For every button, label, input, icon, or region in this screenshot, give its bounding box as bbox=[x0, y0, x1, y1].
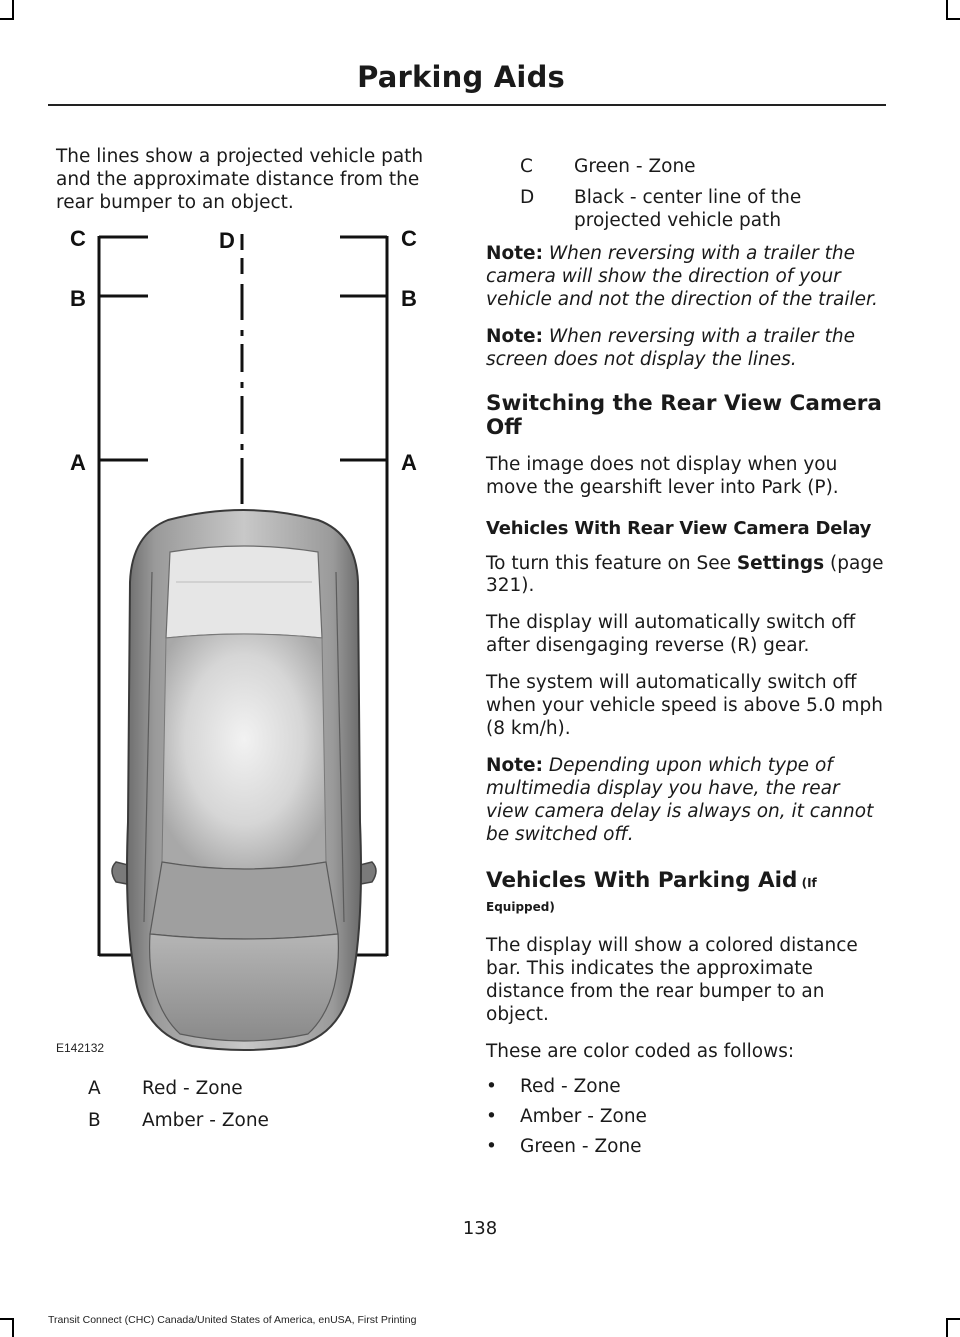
bullet: • bbox=[486, 1135, 497, 1157]
bullet-text: Green - Zone bbox=[520, 1135, 642, 1157]
label-a-right: A bbox=[401, 450, 417, 475]
label-c-right: C bbox=[401, 226, 417, 251]
left-key-list bbox=[88, 1078, 468, 1142]
bullet-text: Amber - Zone bbox=[520, 1105, 647, 1127]
list-item bbox=[486, 1106, 886, 1129]
crop-mark bbox=[946, 18, 960, 20]
note-trailer-lines bbox=[486, 326, 886, 372]
note-multimedia bbox=[486, 755, 886, 847]
settings-post: (page 321). bbox=[486, 552, 884, 597]
key-letter: D bbox=[520, 186, 535, 208]
crop-mark bbox=[0, 1318, 14, 1320]
camera-guide-illustration bbox=[56, 222, 436, 1064]
figure-code: E142132 bbox=[56, 1041, 105, 1055]
paragraph-speed: The system will automatically switch off when your vehicle speed is above 5.0 mph (8 km/h). bbox=[486, 672, 883, 740]
paragraph-color-coded: These are color coded as follows: bbox=[486, 1040, 795, 1062]
header-divider bbox=[48, 104, 886, 106]
note-trailer-direction bbox=[486, 243, 886, 312]
key-item-b bbox=[88, 1110, 468, 1133]
note-label: Note: bbox=[486, 755, 543, 777]
key-text: Red - Zone bbox=[142, 1078, 243, 1099]
heading-camera-delay: Vehicles With Rear View Camera Delay bbox=[486, 517, 872, 539]
paragraph-reverse: The display will automatically switch off after disengaging reverse (R) gear. bbox=[486, 612, 856, 657]
paragraph-park: The image does not display when you move the gearshift lever into Park (P). bbox=[486, 453, 839, 498]
crop-mark bbox=[946, 0, 948, 20]
zone-bullet-list bbox=[486, 1076, 886, 1159]
note-label: Note: bbox=[486, 242, 543, 264]
label-b-left: B bbox=[70, 286, 86, 311]
settings-link[interactable]: Settings bbox=[736, 552, 825, 574]
key-text: Green - Zone bbox=[574, 156, 696, 177]
bullet-text: Red - Zone bbox=[520, 1075, 621, 1097]
list-item bbox=[486, 1136, 886, 1159]
footer-text: Transit Connect (CHC) Canada/United States of America, enUSA, First Printing bbox=[48, 1314, 417, 1326]
bullet: • bbox=[486, 1075, 497, 1097]
key-item-d bbox=[520, 187, 886, 233]
label-d: D bbox=[219, 228, 235, 253]
vehicle-top-view bbox=[112, 510, 376, 1050]
crop-mark bbox=[946, 1318, 960, 1320]
key-text: Amber - Zone bbox=[142, 1109, 269, 1131]
paragraph-distance-bar: The display will show a colored distance bar. This indicates the approximate distance from the rear bumper to an object. bbox=[486, 935, 858, 1025]
left-column bbox=[56, 146, 436, 215]
page-number: 138 bbox=[462, 1218, 498, 1239]
crop-mark bbox=[946, 1318, 948, 1337]
key-letter: A bbox=[88, 1078, 101, 1099]
heading-camera-off: Switching the Rear View Camera Off bbox=[486, 390, 882, 440]
crop-mark bbox=[12, 0, 14, 20]
crop-mark bbox=[0, 18, 14, 20]
bullet: • bbox=[486, 1105, 497, 1127]
key-text: Black - center line of the projected vehicle path bbox=[574, 186, 802, 231]
intro-paragraph: The lines show a projected vehicle path and the approximate distance from the rear bumper to an object. bbox=[56, 146, 424, 213]
list-item bbox=[486, 1076, 886, 1099]
note-text: Depending upon which type of multimedia display you have, the rear view camera delay is always on, it cannot be switched off. bbox=[486, 755, 874, 845]
key-item-a bbox=[88, 1078, 468, 1101]
heading-parking-aid-text: Vehicles With Parking Aid bbox=[486, 867, 798, 893]
section-title: Parking Aids bbox=[357, 60, 565, 94]
key-letter: B bbox=[88, 1109, 101, 1131]
right-column bbox=[486, 156, 886, 1166]
note-text: When reversing with a trailer the screen does not display the lines. bbox=[486, 325, 855, 370]
note-label: Note: bbox=[486, 325, 543, 347]
if-equipped: (If Equipped) bbox=[486, 875, 817, 914]
heading-parking-aid bbox=[486, 869, 886, 917]
note-text: When reversing with a trailer the camera will show the direction of your vehicle and not the direction of the trailer. bbox=[486, 242, 878, 310]
key-item-c bbox=[520, 156, 886, 179]
key-letter: C bbox=[520, 156, 533, 177]
paragraph-settings bbox=[486, 553, 886, 599]
label-b-right: B bbox=[401, 286, 417, 311]
settings-pre: To turn this feature on See bbox=[486, 552, 737, 574]
right-key-list bbox=[520, 156, 886, 233]
label-a-left: A bbox=[70, 450, 86, 475]
crop-mark bbox=[12, 1318, 14, 1337]
label-c-left: C bbox=[70, 226, 86, 251]
